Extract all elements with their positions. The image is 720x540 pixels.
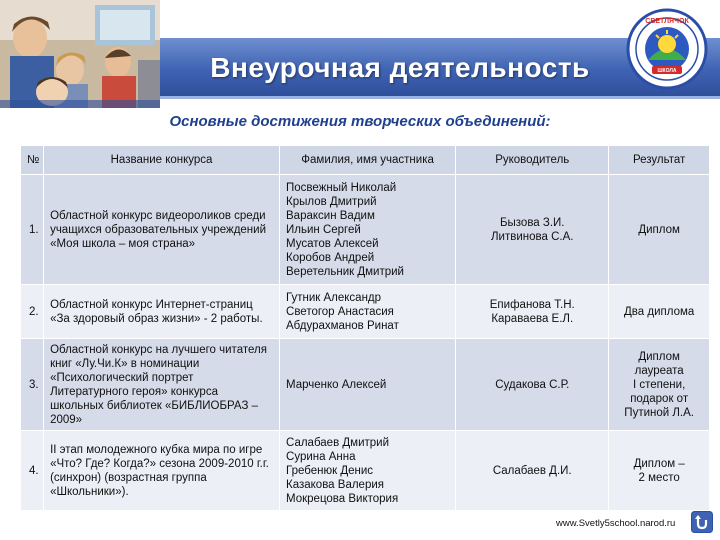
students-photo (0, 0, 160, 108)
table-row (21, 175, 710, 285)
participants: Салабаев Дмитрий Сурина Анна Гребенюк Денис Казакова Валерия Мокрецова Виктория (280, 431, 456, 511)
table-row (21, 339, 710, 431)
header-result: Результат (609, 146, 710, 175)
leader: Епифанова Т.Н. Караваева Е.Л. (456, 285, 609, 339)
result: Диплом – 2 место (609, 431, 710, 511)
result: Диплом лауреата I степени, подарок от Путиной Л.А. (609, 339, 710, 431)
contest-name: Областной конкурс на лучшего читателя книг «Лу.Чи.К» в номинации «Психологический портрет Литературного героя» конкурса школьных библиотек «БИБЛИОБРАЗ – 2009» (44, 339, 280, 431)
header-participant: Фамилия, имя участника (280, 146, 456, 175)
row-number: 3. (21, 339, 44, 431)
contest-name: Областной конкурс Интернет-страниц «За здоровый образ жизни» - 2 работы. (44, 285, 280, 339)
leader: Салабаев Д.И. (456, 431, 609, 511)
header-leader: Руководитель (456, 146, 609, 175)
participants: Посвежный Николай Крылов Дмитрий Вараксин Вадим Ильин Сергей Мусатов Алексей Коробов Андрей Веретельник Дмитрий (280, 175, 456, 285)
header-contest-name: Название конкурса (44, 146, 280, 175)
row-number: 1. (21, 175, 44, 285)
table-row (21, 431, 710, 511)
participants: Гутник Александр Светогор Анастасия Абдурахманов Ринат (280, 285, 456, 339)
header-num: № (21, 146, 44, 175)
site-url-link[interactable]: www.Svetly5school.narod.ru (556, 518, 676, 529)
return-arrow-icon[interactable] (691, 511, 713, 533)
table-header-row (21, 146, 710, 175)
leader: Судакова С.Р. (456, 339, 609, 431)
participants: Марченко Алексей (280, 339, 456, 431)
achievements-table (20, 145, 710, 511)
contest-name: Областной конкурс видеороликов среди учащихся образовательных учреждений «Моя школа – моя страна» (44, 175, 280, 285)
result: Диплом (609, 175, 710, 285)
table-row (21, 285, 710, 339)
school-emblem (626, 8, 708, 90)
subtitle: Основные достижения творческих объединений: (169, 113, 551, 130)
contest-name: II этап молодежного кубка мира по игре «Что? Где? Когда?» сезона 2009-2010 г.г. (синхрон) (возрастная группа «Школьники»). (44, 431, 280, 511)
row-number: 2. (21, 285, 44, 339)
leader: Бызова З.И. Литвинова С.А. (456, 175, 609, 285)
result: Два диплома (609, 285, 710, 339)
emblem-text-top: СВЕТЛЯЧОК (645, 18, 689, 25)
page-title: Внеурочная деятельность (210, 52, 590, 83)
emblem-text-bottom: ШКОЛА (657, 68, 677, 74)
row-number: 4. (21, 431, 44, 511)
